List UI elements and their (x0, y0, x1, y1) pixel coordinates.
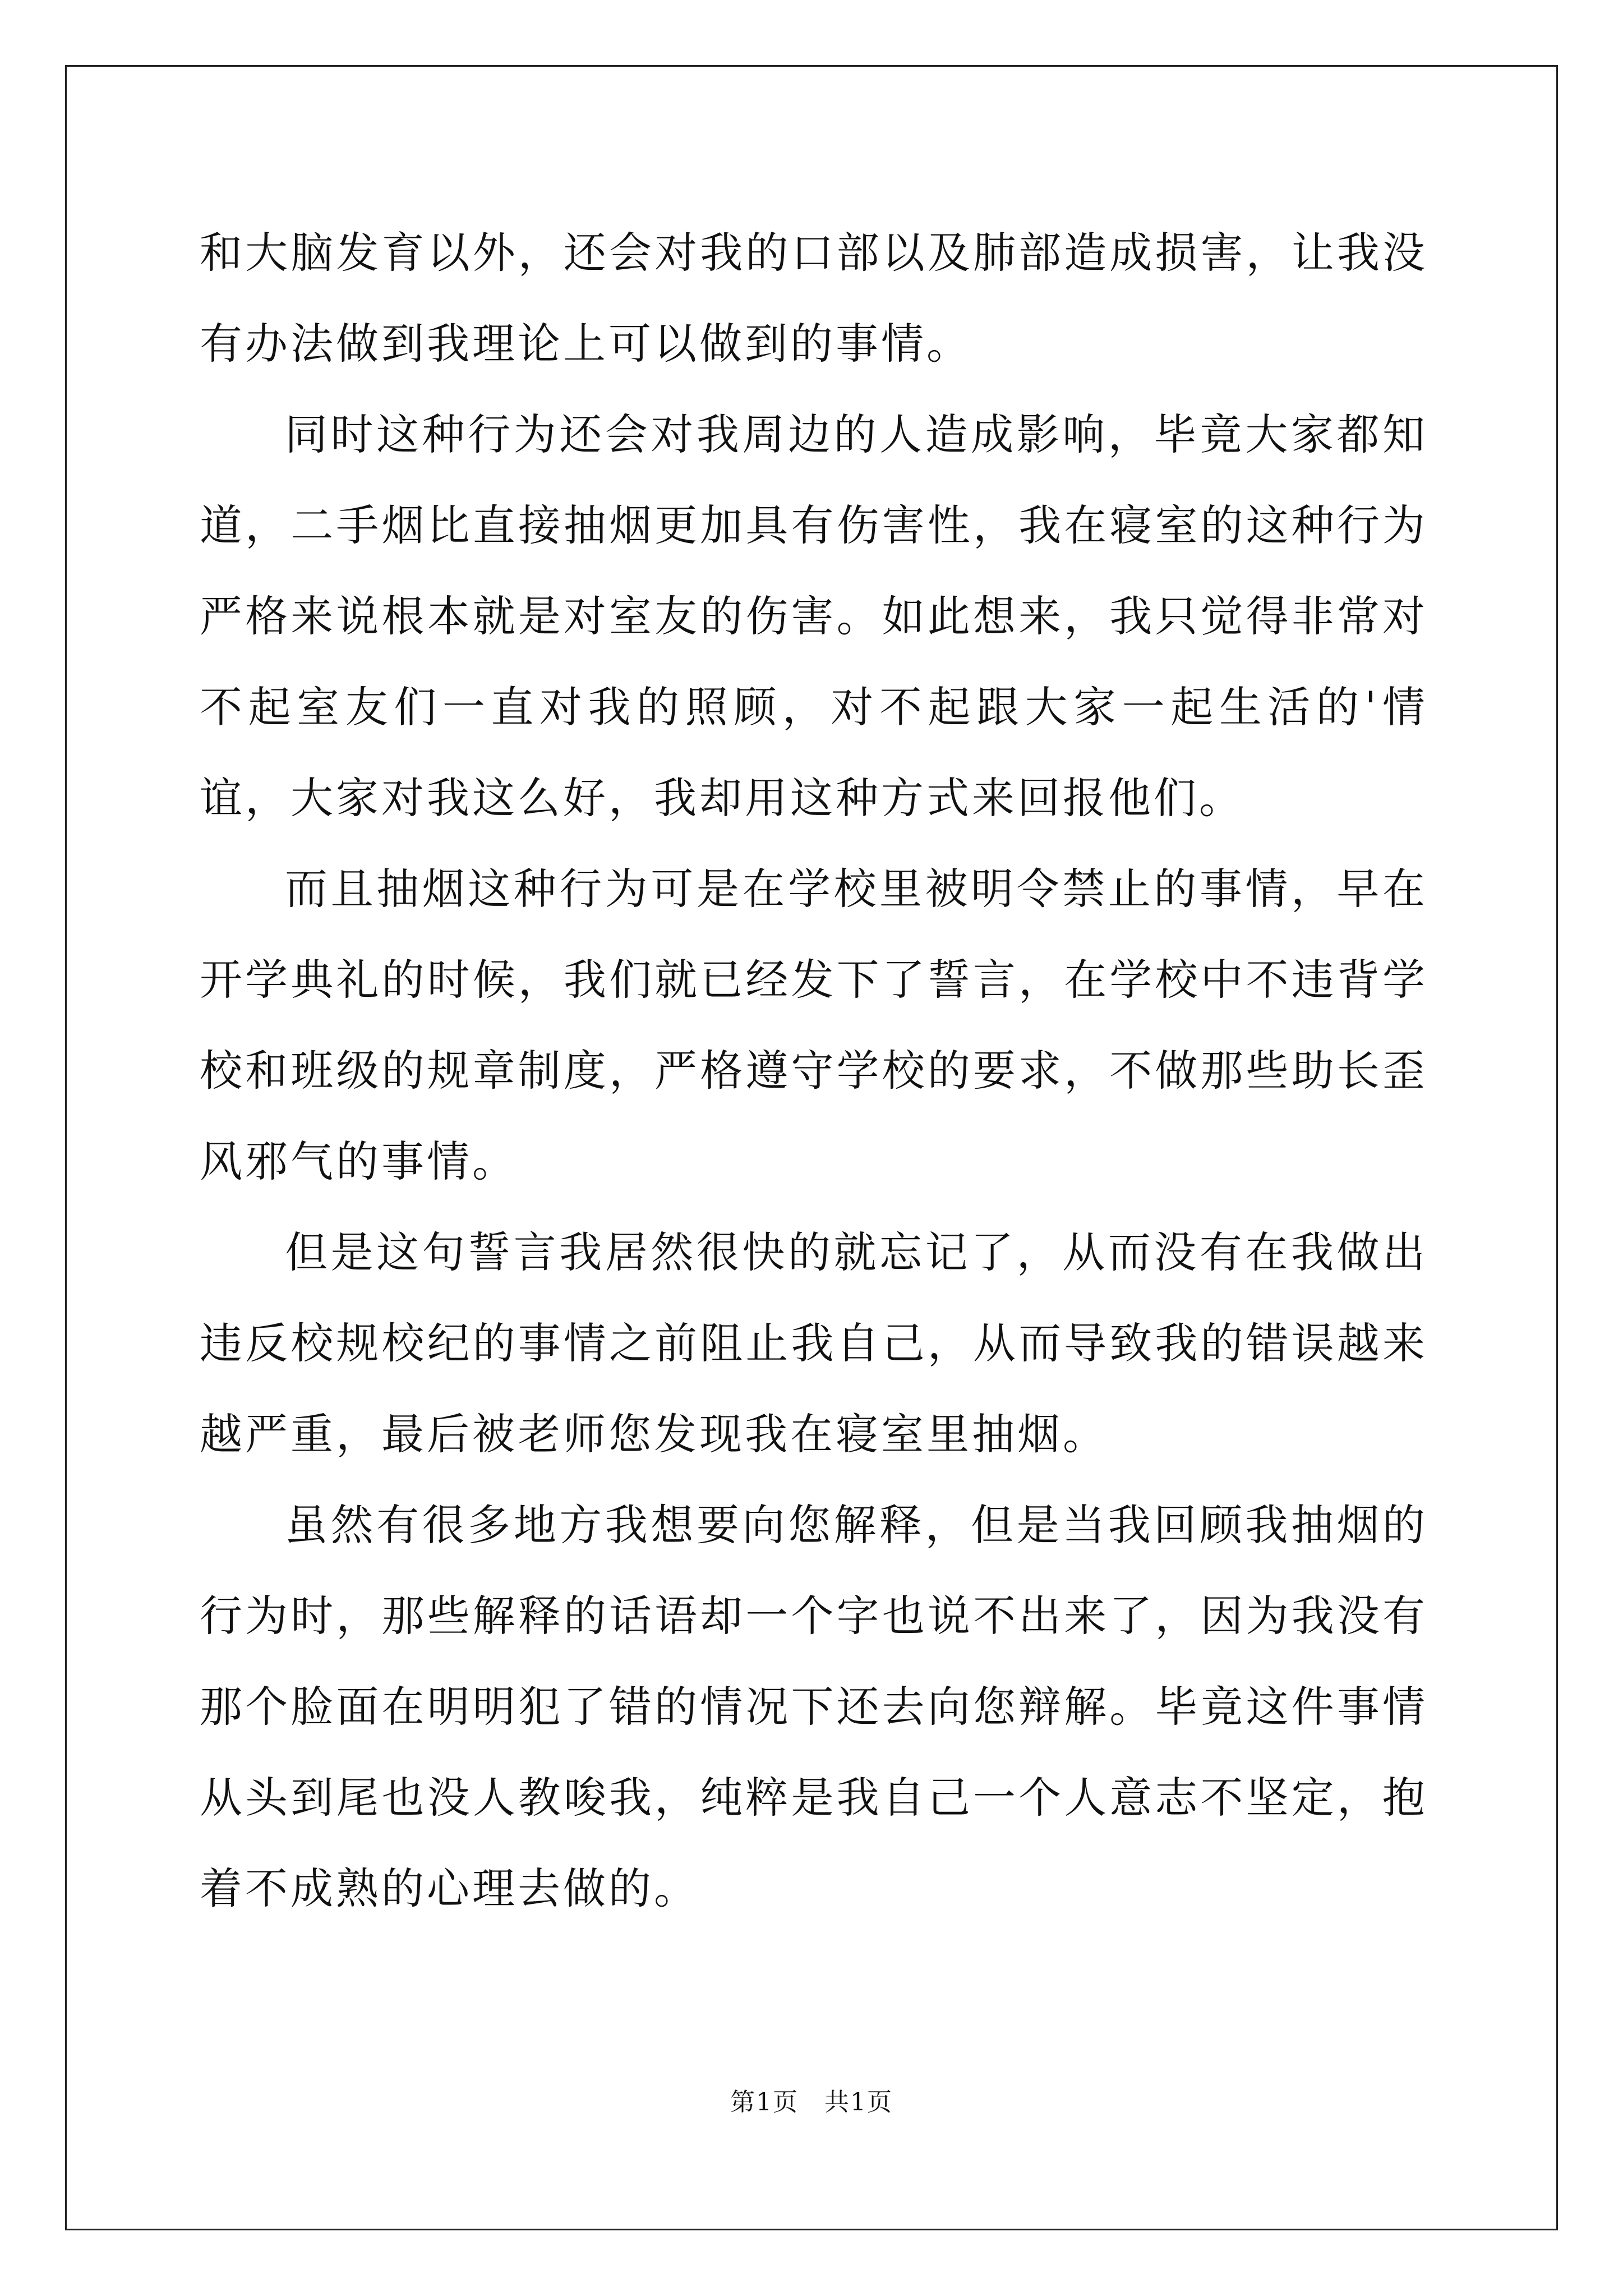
paragraph-4: 但是这句誓言我居然很快的就忘记了，从而没有在我做出违反校规校纪的事情之前阻止我自己，从而导致我的错误越来越严重，最后被老师您发现我在寝室里抽烟。 (200, 1227, 1428, 1459)
page-footer: 第1页 共1页 (730, 2088, 893, 2116)
paragraph-2: 同时这种行为还会对我周边的人造成影响，毕竟大家都知道，二手烟比直接抽烟更加具有伤害性，我在寝室的这种行为严格来说根本就是对室友的伤害。如此想来，我只觉得非常对不起室友们一直对我的照顾，对不起跟大家一起生活的'情谊，大家对我这么好，我却用这种方式来回报他们。 (200, 409, 1428, 823)
paragraph-5: 虽然有很多地方我想要向您解释，但是当我回顾我抽烟的行为时，那些解释的话语却一个字也说不出来了，因为我没有那个脸面在明明犯了错的情况下还去向您辩解。毕竟这件事情从头到尾也没人教唆我，纯粹是我自己一个人意志不坚定，抱着不成熟的心理去做的。 (200, 1500, 1428, 1913)
paragraph-1: 和大脑发育以外，还会对我的口部以及肺部造成损害，让我没有办法做到我理论上可以做到的事情。 (200, 228, 1428, 369)
paragraph-3: 而且抽烟这种行为可是在学校里被明令禁止的事情，早在开学典礼的时候，我们就已经发下了誓言，在学校中不违背学校和班级的规章制度，严格遵守学校的要求，不做那些助长歪风邪气的事情。 (200, 864, 1428, 1186)
document-body (200, 208, 1428, 1934)
